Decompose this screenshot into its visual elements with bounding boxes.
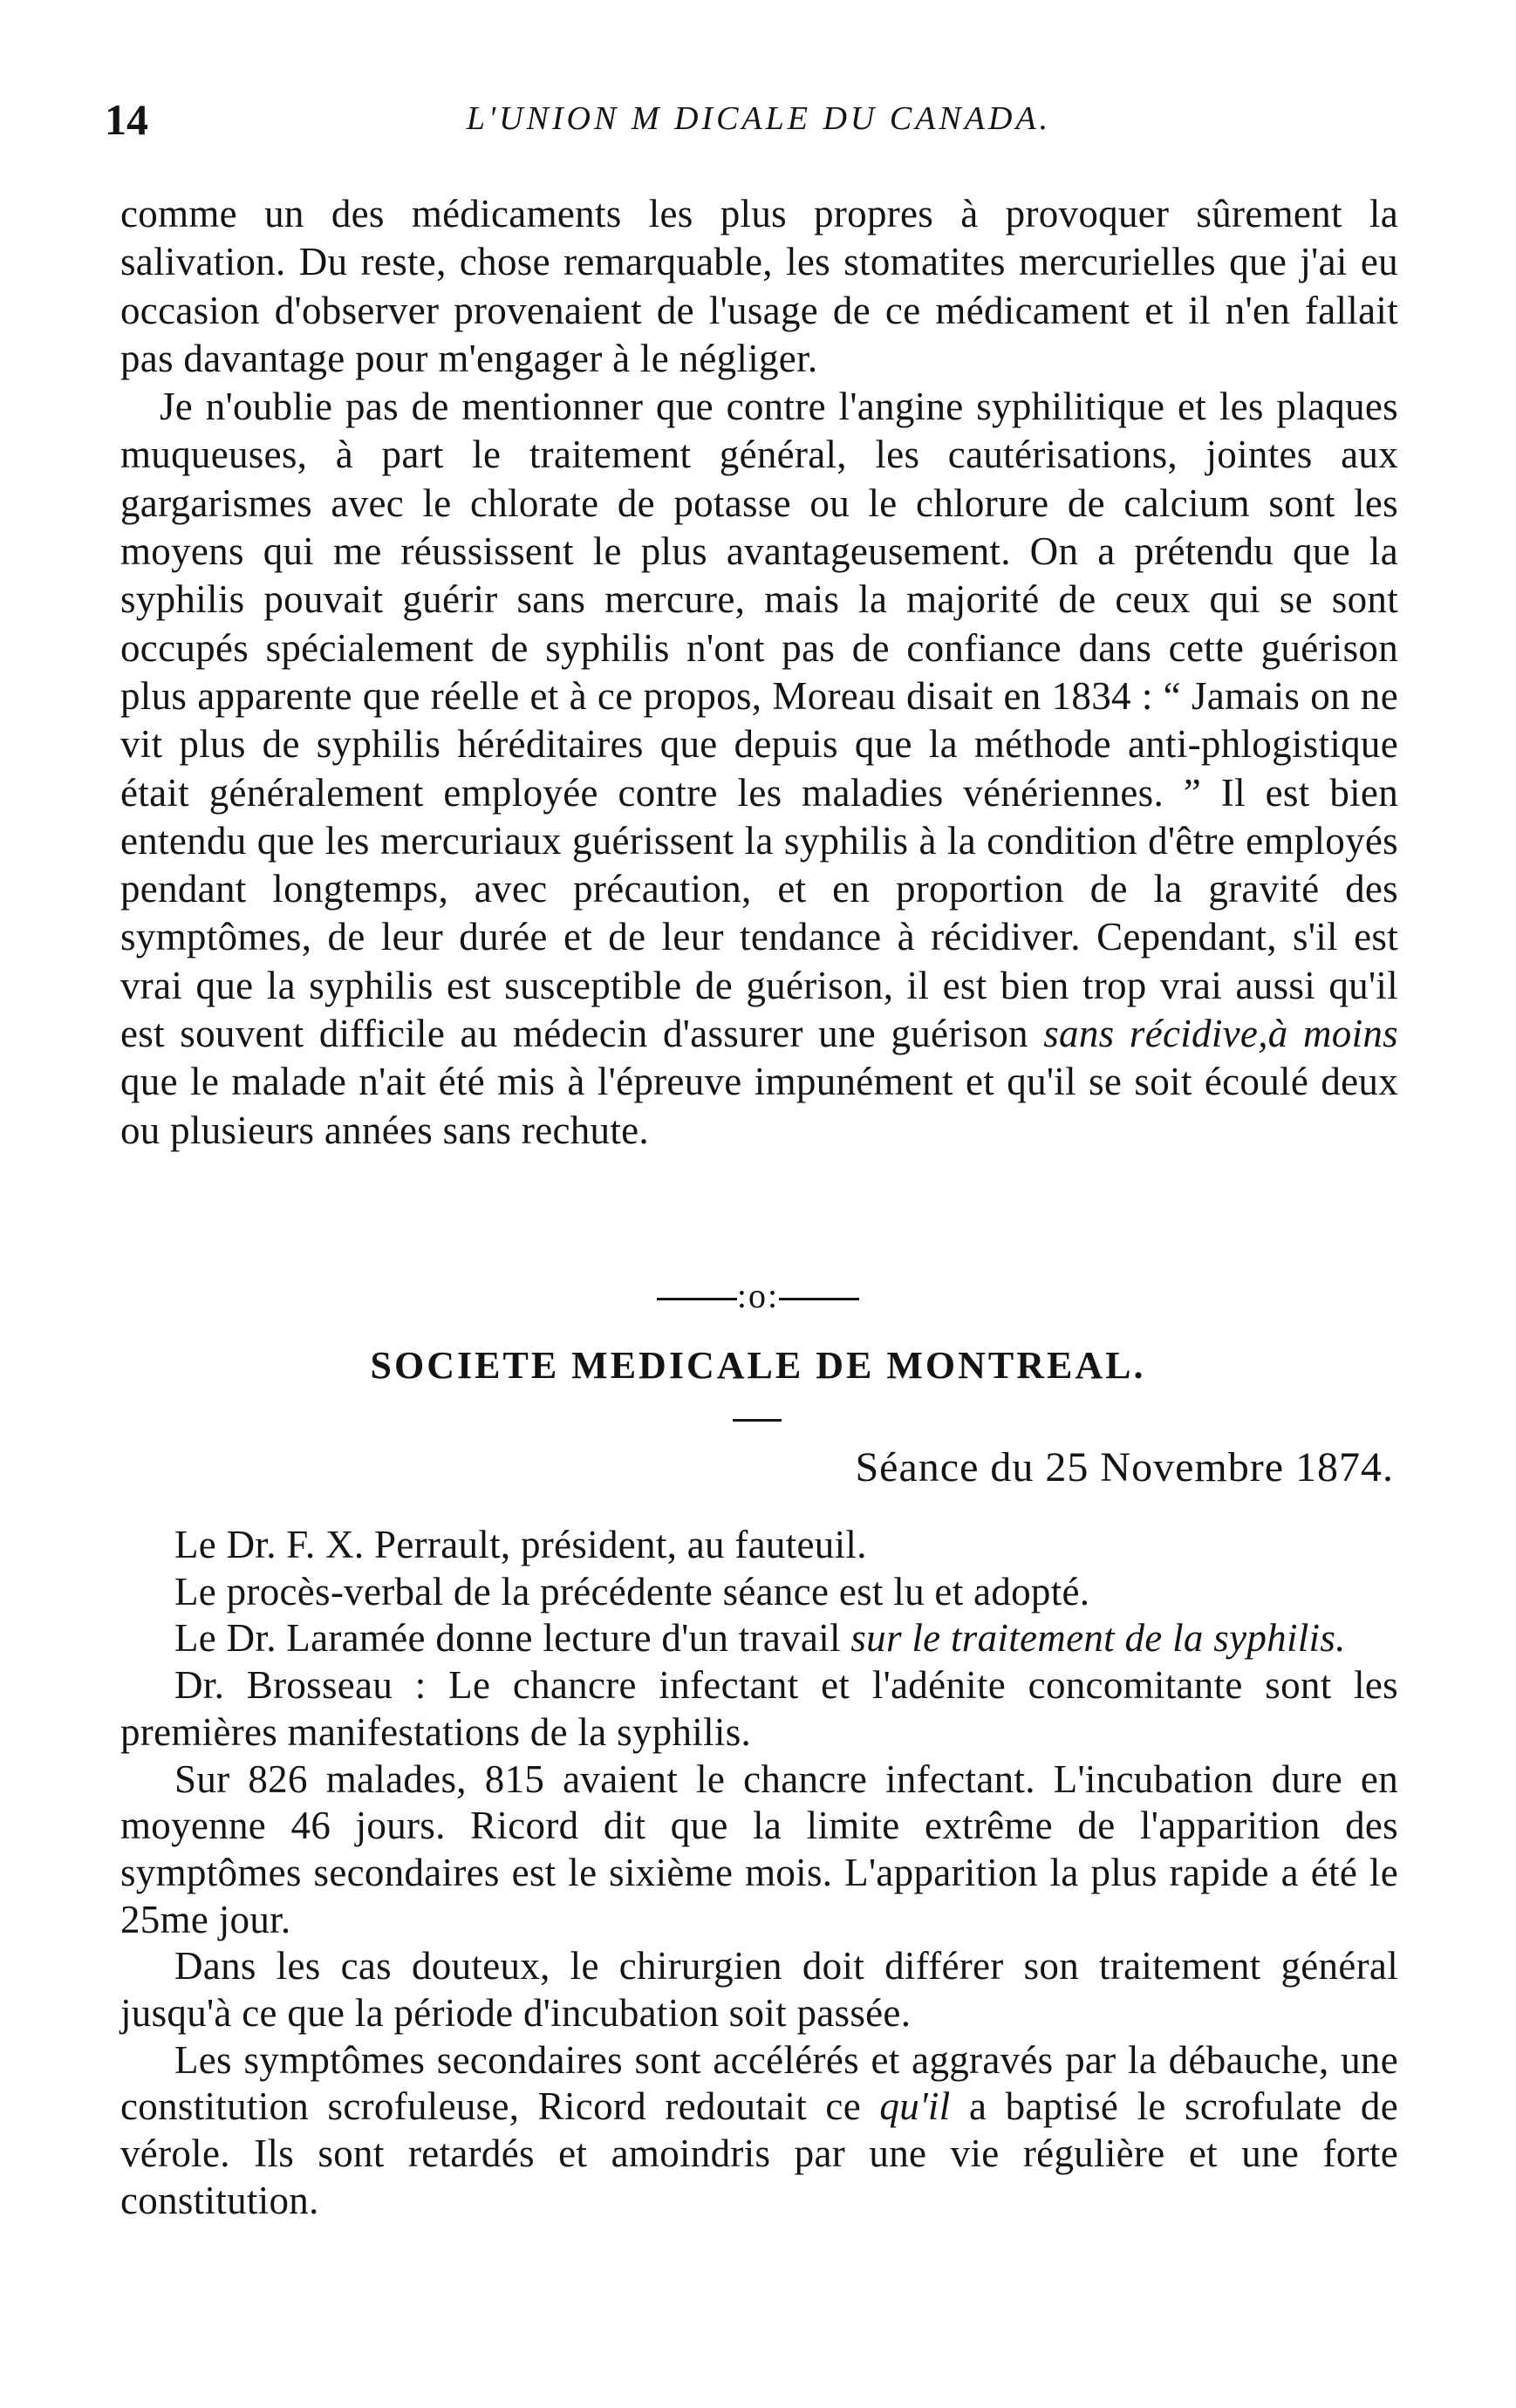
minutes-paragraph: Le Dr. F. X. Perrault, président, au fauteuil. bbox=[174, 1523, 867, 1566]
minutes-paragraph: Sur 826 malades, 815 avaient le chancre infectant. L'incubation dure en moyenne 46 jours. Ricord dit que la limite extrême de l'apparition des symptômes secondaires est le sixième mois. L'apparition la plus rapide a été le 25me jour. bbox=[120, 1757, 1398, 1941]
title-rule bbox=[733, 1419, 782, 1422]
separator-rule-left bbox=[657, 1298, 737, 1300]
italic-phrase: sans récidive,à moins bbox=[1043, 1012, 1398, 1056]
section-title: SOCIETE MEDICALE DE MONTREAL. bbox=[370, 1344, 1146, 1387]
page-header bbox=[105, 94, 1413, 147]
meeting-minutes bbox=[120, 1522, 1398, 2225]
minutes-text-end: a baptisé le scrofulate de vérole. Ils sont retardés et amoindris par une vie régulière et une forte constitution. bbox=[120, 2084, 1398, 2222]
paragraph-continued: comme un des médicaments les plus propres à provoquer sûrement la salivation. Du reste, chose remarquable, les stomatites mercurielles que j'ai eu occasion d'observer provenaient de l'usage de ce médicament et il n'en fallait pas davantage pour m'engager à le négliger. bbox=[120, 192, 1398, 380]
section-separator bbox=[0, 1275, 1516, 1316]
minutes-paragraph bbox=[120, 1615, 1398, 1662]
article-body bbox=[120, 190, 1398, 1155]
minutes-text: Le Dr. Laramée donne lecture d'un travail bbox=[174, 1616, 841, 1661]
italic-word: qu'il bbox=[879, 2084, 951, 2129]
minutes-paragraph: Dans les cas douteux, le chirurgien doit différer son traitement général jusqu'à ce que la période d'incubation soit passée. bbox=[120, 1944, 1398, 2036]
paragraph-text-end: que le malade n'ait été mis à l'épreuve impunément et qu'il se soit écoulé deux ou plusieurs années sans rechute. bbox=[120, 1060, 1398, 1152]
separator-mark: :o: bbox=[736, 1276, 780, 1315]
minutes-paragraph: Le procès-verbal de la précédente séance est lu et adopté. bbox=[174, 1569, 1090, 1613]
italic-title: sur le traitement de la syphilis. bbox=[850, 1616, 1346, 1661]
minutes-paragraph bbox=[120, 2037, 1398, 2225]
minutes-paragraph: Dr. Brosseau : Le chancre infectant et l'adénite concomitante sont les premières manifestations de la syphilis. bbox=[120, 1663, 1398, 1754]
paragraph-syphilis-treatment bbox=[120, 383, 1398, 1155]
minutes-text: Les symptômes secondaires sont accélérés et aggravés par la débauche, une constitution scrofuleuse, Ricord redoutait ce bbox=[120, 2037, 1398, 2129]
running-head: L'UNION M DICALE DU CANADA. bbox=[466, 100, 1052, 137]
page-number: 14 bbox=[105, 95, 148, 144]
meeting-date: Séance du 25 Novembre 1874. bbox=[855, 1444, 1394, 1491]
separator-rule-right bbox=[779, 1298, 859, 1300]
paragraph-text: Je n'oublie pas de mentionner que contre l'angine syphilitique et les plaques muqueuses, à part le traitement général, les cautérisations, jointes aux gargarismes avec le chlorate de potasse ou le chlorure de calcium sont les moyens qui me réussissent le plus avantageusement. On a prétendu que la syphilis pouvait guérir sans mercure, mais la majorité de ceux qui se sont occupés spécialement de syphilis n'ont pas de confiance dans cette guérison plus apparente que réelle et à ce propos, Moreau disait en 1834 : “ Jamais on ne vit plus de syphilis héréditaires que depuis que la méthode anti-phlogistique était généralement employée contre les maladies vénériennes. ” Il est bien entendu que les mercuriaux guérissent la syphilis à la condition d'être employés pendant longtemps, avec précaution, et en proportion de la gravité des symptômes, de leur durée et de leur tendance à récidiver. Cependant, s'il est vrai que la syphilis est susceptible de guérison, il est bien trop vrai aussi qu'il est souvent difficile au médecin d'assurer une guérison bbox=[120, 385, 1398, 1056]
